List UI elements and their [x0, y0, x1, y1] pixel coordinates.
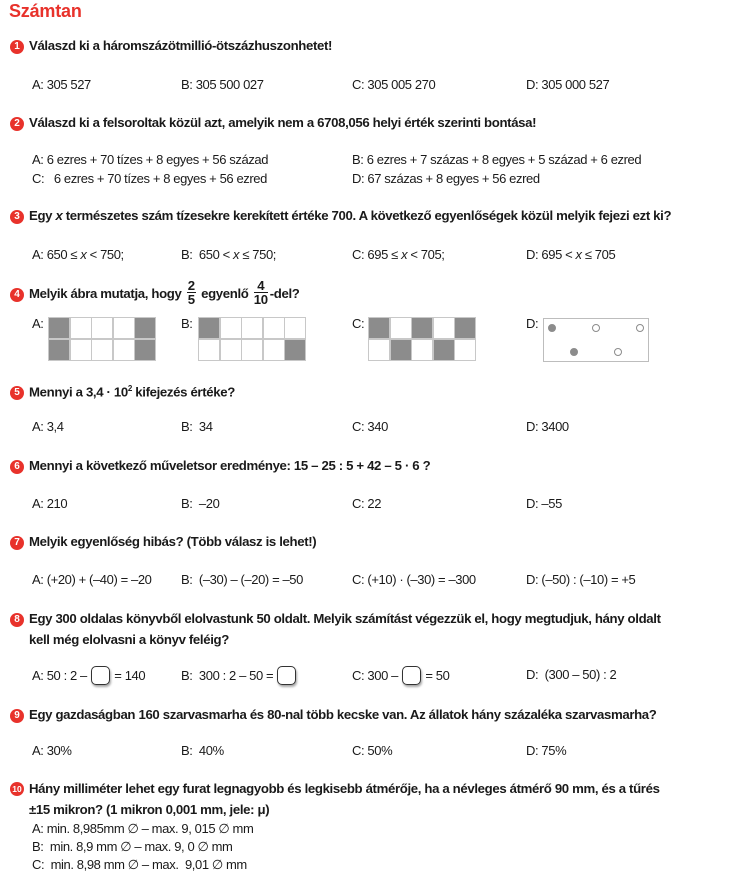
option-d[interactable]: D: 3400 — [526, 419, 569, 434]
dot-filled — [570, 348, 578, 356]
option-a[interactable]: A: min. 8,985mm ∅ – max. 9, 015 ∅ mm — [32, 821, 254, 836]
question-5 — [10, 379, 235, 402]
option-c[interactable]: C: 6 ezres + 70 tízes + 8 egyes + 56 ezred — [32, 171, 267, 186]
grid-cell-empty — [242, 340, 262, 360]
grid-cell-empty — [92, 318, 112, 338]
grid-cell-empty — [369, 340, 389, 360]
grid-cell-empty — [92, 340, 112, 360]
option-text: D: (300 – 50) : 2 — [526, 667, 617, 682]
figure-b-grid[interactable] — [198, 317, 306, 361]
question-number-badge: 7 — [10, 536, 24, 550]
dot-empty — [636, 324, 644, 332]
option-c[interactable]: C: 22 — [352, 496, 382, 511]
figure-label-d: D: — [526, 316, 539, 331]
question-number-badge: 10 — [10, 782, 24, 796]
question-number-badge: 3 — [10, 210, 24, 224]
question-text: Mennyi a következő műveletsor eredménye: 15 – 25 : 5 + 42 – 5 · 6 ? — [29, 458, 431, 473]
variable-x: x — [575, 247, 582, 262]
exponent: 2 — [127, 384, 132, 393]
question-text-line2: ±15 mikron? (1 mikron 0,001 mm, jele: μ) — [29, 802, 270, 817]
option-c[interactable]: C: 305 005 270 — [352, 77, 436, 92]
answer-blank-box[interactable] — [277, 666, 296, 685]
option-text: B: 300 : 2 – 50 = — [181, 668, 277, 683]
option-a[interactable]: A: 30% — [32, 743, 72, 758]
option-a[interactable] — [32, 666, 145, 685]
question-7 — [10, 532, 316, 552]
answer-blank-box[interactable] — [402, 666, 421, 685]
answer-blank-box[interactable] — [91, 666, 110, 685]
grid-cell-filled — [49, 340, 69, 360]
grid-cell-empty — [71, 318, 91, 338]
figure-label-a: A: — [32, 316, 44, 331]
option-b[interactable]: B: 6 ezres + 7 százas + 8 egyes + 5 század + 6 ezred — [352, 152, 642, 167]
question-number-badge: 2 — [10, 117, 24, 131]
option-b[interactable]: B: –20 — [181, 496, 220, 511]
option-text: ≤ 750; — [239, 247, 276, 262]
option-c[interactable]: C: min. 8,98 mm ∅ – max. 9,01 ∅ mm — [32, 857, 247, 872]
option-c[interactable]: C: 50% — [352, 743, 393, 758]
option-c[interactable] — [352, 666, 449, 685]
figure-label-b: B: — [181, 316, 193, 331]
question-number-badge: 1 — [10, 40, 24, 54]
question-text-line2: kell még elolvasni a könyv feléig? — [29, 632, 229, 647]
question-text: Melyik egyenlőség hibás? (Több válasz is lehet!) — [29, 534, 317, 549]
grid-cell-empty — [264, 340, 284, 360]
dot-empty — [592, 324, 600, 332]
option-a[interactable]: A: 3,4 — [32, 419, 64, 434]
grid-cell-empty — [114, 318, 134, 338]
grid-cell-filled — [135, 340, 155, 360]
option-d[interactable] — [526, 246, 615, 264]
dot-filled — [548, 324, 556, 332]
figure-a-grid[interactable] — [48, 317, 156, 361]
question-number-badge: 6 — [10, 460, 24, 474]
question-text-after: -del? — [269, 285, 300, 301]
option-text: ≤ 705 — [581, 247, 616, 262]
option-b[interactable] — [181, 246, 276, 264]
option-a[interactable]: A: 6 ezres + 70 tízes + 8 egyes + 56 század — [32, 152, 269, 167]
grid-cell-filled — [135, 318, 155, 338]
question-10 — [10, 779, 660, 799]
grid-cell-empty — [71, 340, 91, 360]
option-text: D: 695 < — [526, 247, 576, 262]
variable-x: x — [233, 247, 240, 262]
option-text: < 705; — [407, 247, 445, 262]
option-b[interactable]: B: 40% — [181, 743, 224, 758]
grid-cell-filled — [412, 318, 432, 338]
variable-x: x — [55, 208, 63, 223]
grid-cell-empty — [264, 318, 284, 338]
grid-cell-empty — [434, 318, 454, 338]
numerator: 2 — [187, 278, 195, 293]
option-a[interactable]: A: 210 — [32, 496, 68, 511]
dot-empty — [614, 348, 622, 356]
grid-cell-empty — [412, 340, 432, 360]
option-text: = 50 — [422, 668, 450, 683]
question-text-before: Melyik ábra mutatja, hogy — [29, 285, 185, 301]
numerator: 4 — [254, 279, 268, 293]
page-title: Számtan — [9, 1, 82, 21]
option-d[interactable]: D: (–50) : (–10) = +5 — [526, 572, 636, 587]
variable-x: x — [80, 247, 87, 262]
question-8 — [10, 609, 661, 629]
question-number-badge: 9 — [10, 709, 24, 723]
option-text: = 140 — [111, 668, 146, 683]
question-text-line1: Hány milliméter lehet egy furat legnagyobb és legkisebb átmérője, ha a névleges átmérő 90 mm, és a tűrés — [29, 781, 660, 796]
grid-cell-empty — [391, 318, 411, 338]
question-number-badge: 8 — [10, 613, 24, 627]
fraction-2-5 — [187, 279, 196, 306]
option-d[interactable]: D: 75% — [526, 743, 567, 758]
figure-c-grid[interactable] — [368, 317, 476, 361]
figure-d-dots[interactable] — [543, 318, 649, 362]
question-text-after: kifejezés értéke? — [131, 384, 235, 400]
question-text: Válaszd ki a felsoroltak közül azt, amelyik nem a 6708,056 helyi érték szerinti bontása! — [29, 115, 537, 130]
option-text: < 750; — [86, 247, 124, 262]
figure-label-c: C: — [352, 316, 365, 331]
option-text: B: 650 < — [181, 247, 234, 262]
question-9 — [10, 705, 657, 725]
question-text-before: Egy — [29, 208, 56, 223]
denominator: 5 — [187, 292, 195, 307]
question-4 — [10, 278, 300, 308]
grid-cell-empty — [242, 318, 262, 338]
grid-cell-empty — [221, 340, 241, 360]
option-d[interactable]: D: 305 000 527 — [526, 77, 610, 92]
option-b[interactable] — [181, 666, 297, 685]
option-b[interactable]: B: 34 — [181, 419, 213, 434]
option-a[interactable]: A: (+20) + (–40) = –20 — [32, 572, 152, 587]
grid-cell-filled — [455, 318, 475, 338]
option-text: A: 650 ≤ — [32, 247, 81, 262]
grid-cell-empty — [221, 318, 241, 338]
option-text: C: 300 – — [352, 668, 402, 683]
question-number-badge: 5 — [10, 386, 24, 400]
grid-cell-filled — [49, 318, 69, 338]
option-b[interactable]: B: min. 8,9 mm ∅ – max. 9, 0 ∅ mm — [32, 839, 233, 854]
option-b[interactable]: B: 305 500 027 — [181, 77, 264, 92]
denominator: 10 — [253, 292, 268, 307]
option-d[interactable] — [526, 666, 616, 684]
question-6 — [10, 456, 430, 476]
grid-cell-filled — [434, 340, 454, 360]
option-text: A: 50 : 2 – — [32, 668, 91, 683]
question-text-after: természetes szám tízesekre kerekített értéke 700. A következő egyenlőségek közül melyik fejezi ezt ki? — [62, 208, 672, 223]
grid-cell-empty — [455, 340, 475, 360]
option-c[interactable]: C: 340 — [352, 419, 388, 434]
question-text-line1: Egy 300 oldalas könyvből elolvastunk 50 oldalt. Melyik számítást végezzük el, hogy megtudjuk, hány oldalt — [29, 611, 661, 626]
question-text: Válaszd ki a háromszázötmillió-ötszázhuszonhetet! — [29, 38, 333, 53]
option-c[interactable]: C: (+10) · (–30) = –300 — [352, 572, 476, 587]
grid-cell-empty — [285, 318, 305, 338]
grid-cell-filled — [369, 318, 389, 338]
grid-cell-filled — [285, 340, 305, 360]
grid-cell-filled — [199, 318, 219, 338]
grid-cell-empty — [114, 340, 134, 360]
question-text: Egy gazdaságban 160 szarvasmarha és 80-nal több kecske van. Az állatok hány százaléka szarvasmarha? — [29, 707, 657, 722]
question-text-middle: egyenlő — [197, 285, 252, 301]
option-c[interactable] — [352, 246, 445, 264]
question-3 — [10, 206, 671, 226]
option-a[interactable] — [32, 246, 124, 264]
question-text-before: Mennyi a 3,4 · 10 — [29, 384, 128, 400]
option-text: C: 695 ≤ — [352, 247, 402, 262]
grid-cell-empty — [199, 340, 219, 360]
fraction-4-10 — [254, 279, 268, 306]
option-b[interactable]: B: (–30) – (–20) = –50 — [181, 572, 303, 587]
question-2 — [10, 113, 536, 133]
option-a[interactable]: A: 305 527 — [32, 77, 91, 92]
question-1 — [10, 36, 332, 56]
question-number-badge: 4 — [10, 288, 24, 302]
variable-x: x — [401, 247, 408, 262]
option-d[interactable]: D: 67 százas + 8 egyes + 56 ezred — [352, 171, 540, 186]
option-d[interactable]: D: –55 — [526, 496, 562, 511]
grid-cell-filled — [391, 340, 411, 360]
